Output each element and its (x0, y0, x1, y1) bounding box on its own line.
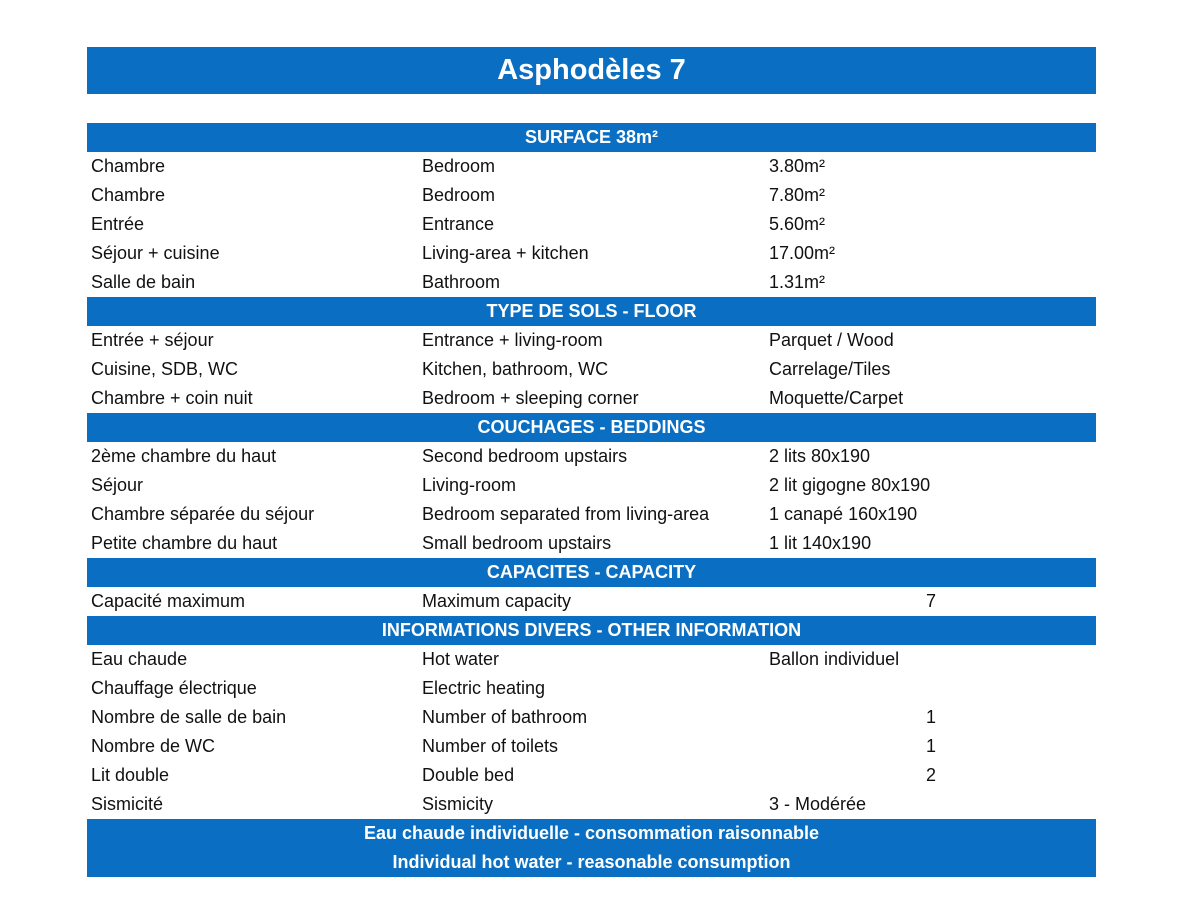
cell-french: Nombre de salle de bain (91, 707, 287, 727)
cell-english: Hot water (422, 649, 500, 669)
cell-value: 1 canapé 160x190 (769, 504, 918, 524)
cell-english: Sismicity (422, 794, 493, 814)
section-title: SURFACE 38m² (524, 127, 659, 147)
cell-english: Living-area + kitchen (422, 243, 589, 263)
cell-french: Entrée + séjour (91, 330, 214, 350)
title-bar (87, 47, 1096, 94)
section-title: CAPACITES - CAPACITY (486, 562, 697, 582)
cell-french: Séjour (91, 475, 144, 495)
footer-line-french: Eau chaude individuelle - consommation raisonnable (363, 823, 820, 843)
cell-value: Ballon individuel (769, 649, 900, 669)
cell-english: Number of toilets (422, 736, 559, 756)
cell-value: 1 (926, 736, 937, 756)
spacer (87, 94, 1096, 123)
cell-english: Second bedroom upstairs (422, 446, 628, 466)
cell-value: Parquet / Wood (769, 330, 894, 350)
cell-french: Lit double (91, 765, 170, 785)
section-title: INFORMATIONS DIVERS - OTHER INFORMATION (381, 620, 802, 640)
cell-french: Chambre séparée du séjour (91, 504, 315, 524)
cell-french: 2ème chambre du haut (91, 446, 277, 466)
page-title: Asphodèles 7 (497, 54, 686, 86)
cell-value: 7.80m² (769, 185, 826, 205)
footer-line-english: Individual hot water - reasonable consumption (392, 852, 791, 872)
cell-value: 7 (926, 591, 937, 611)
cell-english: Entrance (422, 214, 495, 234)
table-row (87, 210, 1096, 239)
section-header-capacity (87, 558, 1096, 587)
cell-english: Entrance + living-room (422, 330, 603, 350)
cell-value: Moquette/Carpet (769, 388, 904, 408)
cell-english: Double bed (422, 765, 515, 785)
footer-banner (87, 819, 1096, 877)
cell-french: Eau chaude (91, 649, 188, 669)
cell-value: 2 (926, 765, 937, 785)
table-row (87, 326, 1096, 355)
table-row (87, 703, 1096, 732)
section-header-other (87, 616, 1096, 645)
cell-english: Number of bathroom (422, 707, 588, 727)
cell-value: 5.60m² (769, 214, 826, 234)
cell-value: 2 lits 80x190 (769, 446, 871, 466)
cell-english: Living-room (422, 475, 517, 495)
cell-french: Sismicité (91, 794, 164, 814)
table-row (87, 587, 1096, 616)
cell-english: Maximum capacity (422, 591, 572, 611)
cell-english: Electric heating (422, 678, 546, 698)
section-title: COUCHAGES - BEDDINGS (477, 417, 706, 437)
cell-english: Bedroom (422, 185, 496, 205)
cell-french: Séjour + cuisine (91, 243, 220, 263)
table-row (87, 790, 1096, 819)
cell-value: 1 (926, 707, 937, 727)
table-row (87, 732, 1096, 761)
table-row (87, 442, 1096, 471)
table-row (87, 239, 1096, 268)
cell-english: Bedroom + sleeping corner (422, 388, 639, 408)
cell-french: Cuisine, SDB, WC (91, 359, 239, 379)
table-row (87, 471, 1096, 500)
table-row (87, 384, 1096, 413)
cell-value: Carrelage/Tiles (769, 359, 891, 379)
table-row (87, 674, 1096, 703)
cell-english: Small bedroom upstairs (422, 533, 612, 553)
table-row (87, 152, 1096, 181)
cell-english: Bedroom (422, 156, 496, 176)
cell-french: Petite chambre du haut (91, 533, 278, 553)
cell-french: Chambre (91, 185, 166, 205)
table-row (87, 645, 1096, 674)
cell-value: 1 lit 140x190 (769, 533, 872, 553)
cell-french: Chauffage électrique (91, 678, 257, 698)
cell-english: Bathroom (422, 272, 501, 292)
section-title: TYPE DE SOLS - FLOOR (486, 301, 697, 321)
cell-english: Kitchen, bathroom, WC (422, 359, 609, 379)
cell-value: 17.00m² (769, 243, 836, 263)
info-sheet (87, 47, 1096, 877)
table-row (87, 500, 1096, 529)
cell-value: 3 - Modérée (769, 794, 867, 814)
table-row (87, 529, 1096, 558)
cell-french: Nombre de WC (91, 736, 216, 756)
section-header-floor (87, 297, 1096, 326)
section-header-beddings (87, 413, 1096, 442)
cell-french: Salle de bain (91, 272, 196, 292)
table-row (87, 181, 1096, 210)
cell-value: 1.31m² (769, 272, 826, 292)
cell-value: 2 lit gigogne 80x190 (769, 475, 931, 495)
cell-value: 3.80m² (769, 156, 826, 176)
section-header-surface (87, 123, 1096, 152)
table-row (87, 761, 1096, 790)
cell-french: Capacité maximum (91, 591, 246, 611)
cell-french: Chambre (91, 156, 166, 176)
table-row (87, 355, 1096, 384)
table-row (87, 268, 1096, 297)
cell-english: Bedroom separated from living-area (422, 504, 710, 524)
cell-french: Chambre + coin nuit (91, 388, 253, 408)
cell-french: Entrée (91, 214, 145, 234)
